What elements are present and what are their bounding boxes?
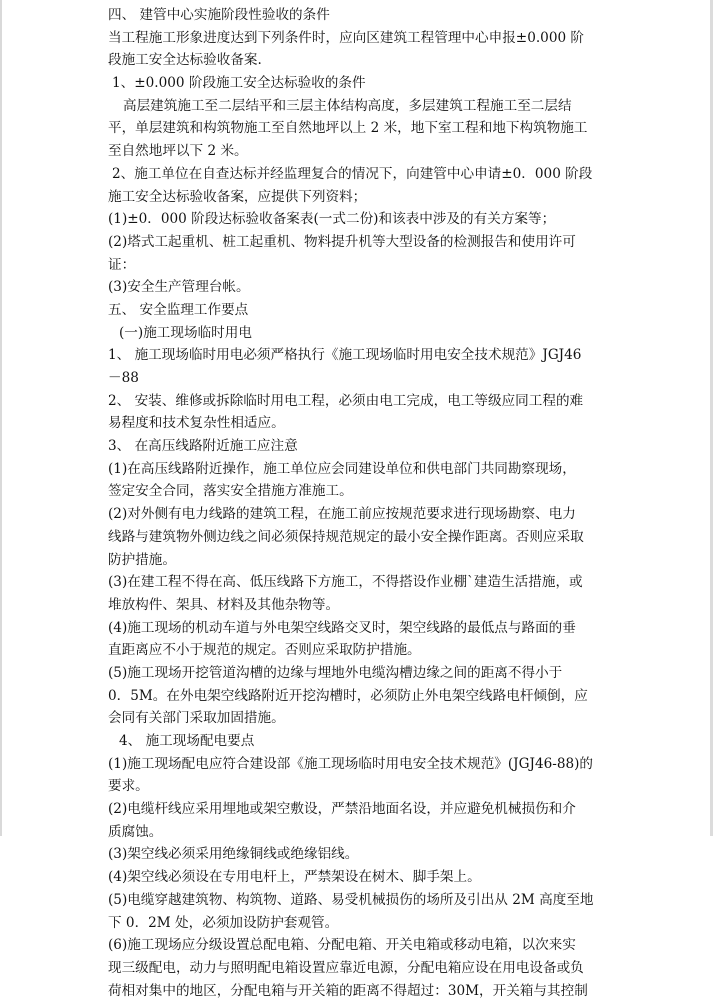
text-line: 堆放构件、架具、材料及其他杂物等。 (108, 596, 340, 613)
list-item: (1)在高压线路附近操作，施工单位应会同建设单位和供电部门共同勘察现场， (108, 460, 576, 477)
text-line: 直距离应不小于规范的规定。否则应采取防护措施。 (108, 642, 421, 659)
list-item: (2)对外侧有电力线路的建筑工程，在施工前应按规范要求进行现场勘察、电力 (108, 506, 576, 523)
subheading-4: 4、 施工现场配电要点 (119, 733, 255, 749)
list-item: (3)在建工程不得在高、低压线路下方施工，不得搭设作业棚`建造生活措施，或 (108, 574, 583, 591)
text-line: 施工安全达标验收备案，应提供下列资料； (108, 188, 367, 205)
text-line: 会同有关部门采取加固措施。 (108, 710, 285, 727)
list-item: (2)电缆杆线应采用埋地或架空敷设，严禁沿地面名设，并应避免机械损伤和介 (108, 801, 576, 818)
text-line: 当工程施工形象进度达到下列条件时，应向区建筑工程管理中心申报±0.000 阶 (108, 29, 585, 46)
list-item: (3)安全生产管理台帐。 (108, 279, 250, 296)
text-line: 下 0．2M 处，必须加设防护套观管。 (108, 914, 339, 931)
subheading: (一)施工现场临时用电 (119, 324, 252, 341)
list-item: (4)架空线必须设在专用电杆上，严禁架设在树木、脚手架上。 (108, 869, 481, 886)
text-line: 要求。 (108, 778, 149, 795)
section-heading-4: 四、 建管中心实施阶段性验收的条件 (108, 7, 330, 23)
list-item: 2、 安装、维修或拆除临时用电工程，必须由电工完成，电工等级应同工程的难 (108, 392, 584, 409)
list-item: (4)施工现场的机动车道与外电架空线路交叉时，架空线路的最低点与路面的垂 (108, 619, 576, 636)
list-item: (3)架空线必须采用绝缘铜线或绝缘铝线。 (108, 846, 359, 863)
text-line: －88 (108, 370, 139, 386)
page-border-left (0, 0, 2, 836)
section-heading-5: 五、 安全监理工作要点 (108, 301, 249, 318)
text-line: 至自然地坪以下 2 米。 (108, 143, 248, 160)
subheading-1: 1、±0.000 阶段施工安全达标验收的条件 (112, 75, 366, 92)
text-line: 0．5M。在外电架空线路附近开挖沟槽时，必须防止外电架空线路电杆倾倒，应 (108, 687, 588, 704)
text-line: 荷相对集中的地区，分配电箱与开关箱的距离不得超过：30M，开关箱与其控制 (108, 982, 588, 999)
text-line: 高层建筑施工至二层结平和三层主体结构高度，多层建筑工程施工至二层结 (123, 97, 572, 114)
list-item: 1、 施工现场临时用电必须严格执行《施工现场临时用电安全技术规范》JGJ46 (108, 347, 582, 364)
text-line: 质腐蚀。 (108, 823, 163, 840)
list-item: (1)施工现场配电应符合建设部《施工现场临时用电安全技术规范》(JGJ46-88)的 (108, 755, 594, 772)
list-item: (5)电缆穿越建筑物、构筑物、道路、易受机械损伤的场所及引出从 2M 高度至地 (108, 891, 594, 908)
text-line: 证： (108, 256, 136, 273)
text-line: 现三级配电，动力与照明配电箱设置应靠近电源，分配电箱应设在用电设备或负 (108, 959, 584, 976)
list-item: (1)±0．000 阶段达标验收备案表(一式二份)和该表中涉及的有关方案等； (108, 211, 556, 228)
text-line: 易程度和技术复杂性相适应。 (108, 415, 285, 432)
document-page (108, 4, 613, 1002)
list-item: (5)施工现场开挖管道沟槽的边缘与埋地外电缆沟槽边缘之间的距离不得小于 (108, 664, 563, 681)
text-line: 线路与建筑物外侧边线之间必须保持规范规定的最小安全操作距离。否则应采取 (108, 528, 584, 545)
subheading-2: 2、施工单位在自查达标并经监理复合的情况下，向建管中心申请±0．000 阶段 (112, 165, 593, 182)
list-item: 3、 在高压线路附近施工应注意 (108, 438, 298, 455)
text-line: 平，单层建筑和构筑物施工至自然地坪以上 2 米，地下室工程和地下构筑物施工 (108, 120, 588, 137)
list-item: (6)施工现场应分级设置总配电箱、分配电箱、开关电箱或移动电箱，以次来实 (108, 937, 576, 954)
text-line: 防护措施。 (108, 551, 176, 568)
text-line: 段施工安全达标验收备案. (108, 52, 262, 69)
list-item: (2)塔式工起重机、桩工起重机、物料提升机等大型设备的检测报告和使用许可 (108, 233, 576, 250)
text-line: 签定安全合同，落实安全措施方准施工。 (108, 483, 353, 500)
